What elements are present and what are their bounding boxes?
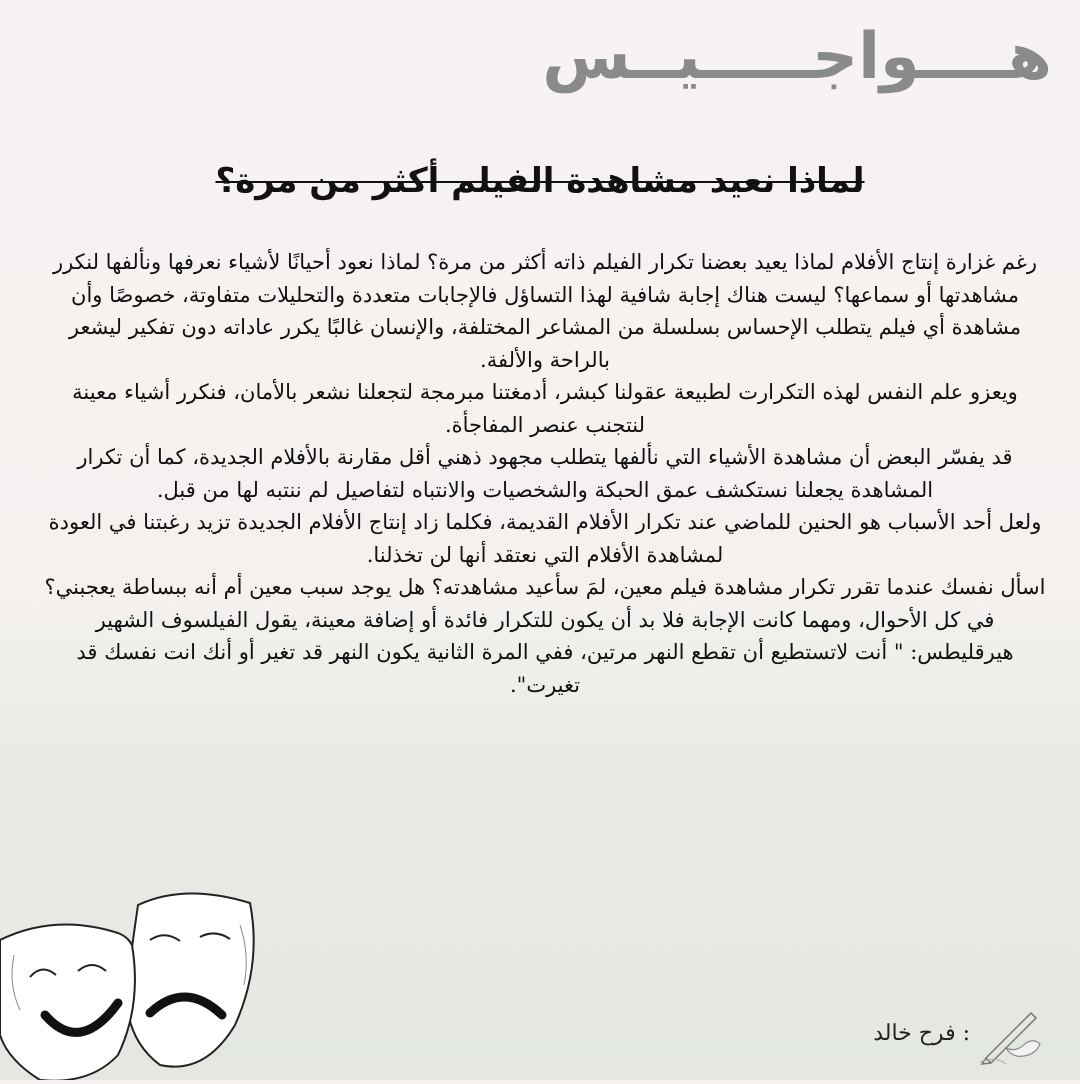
article-body [44,246,1046,701]
theatre-masks-icon [0,885,270,1080]
author-signature [873,998,1046,1068]
paragraph: اسأل نفسك عندما تقرر تكرار مشاهدة فيلم معين، لمَ سأعيد مشاهدته؟ هل يوجد سبب معين أم أنه ببساطة يعجبني؟ [44,575,1046,599]
paragraph: رغم غزارة إنتاج الأفلام لماذا يعيد بعضنا تكرار الفيلم ذاته أكثر من مرة؟ لماذا نعود أحيانًا لأشياء نعرفها ونألفها لنكرر مشاهدتها أو سماعها؟ ليست هناك إجابة شافية لهذا التساؤل فالإجابات متعددة والتحليلات متفاوتة، خصوصًا وأن مشاهدة أي فيلم يتطلب الإحساس بسلسلة من المشاعر المختلفة، والإنسان غالبًا يكرر عاداته دون تفكير ليشعر بالراحة والألفة. [52,250,1038,372]
article-title-text: لماذا نعيد مشاهدة الفيلم أكثر من مرة؟ [215,160,865,201]
paragraph: ولعل أحد الأسباب هو الحنين للماضي عند تكرار الأفلام القديمة، فكلما زاد إنتاج الأفلام الجديدة تزيد رغبتنا في العودة لمشاهدة الأفلام التي نعتقد أنها لن تخذلنا. [48,510,1042,567]
pen-hand-icon [976,998,1046,1068]
author-name: : فرح خالد [873,1020,970,1046]
paragraph: في كل الأحوال، ومهما كانت الإجابة فلا بد أن يكون للتكرار فائدة أو إضافة معينة، يقول الفيلسوف الشهير هيرقليطس: " أنت لاتستطيع أن تقطع النهر مرتين، ففي المرة الثانية يكون النهر قد تغير أو أنك انت نفسك قد تغيرت". [76,607,1014,697]
article-title [0,161,1080,201]
paragraph: قد يفسّر البعض أن مشاهدة الأشياء التي نألفها يتطلب مجهود ذهني أقل مقارنة بالأفلام الجديدة، كما أن تكرار المشاهدة يجعلنا نستكشف عمق الحبكة والشخصيات والانتباه لتفاصيل لم ننتبه لها من قبل. [77,445,1013,502]
brand-logo-text: هــــواجـــــيــس [542,20,1052,94]
paragraph: ويعزو علم النفس لهذه التكرارت لطبيعة عقولنا كبشر، أدمغتنا مبرمجة لتجعلنا نشعر بالأمان، فنكرر أشياء معينة لنتجنب عنصر المفاجأة. [72,380,1018,437]
